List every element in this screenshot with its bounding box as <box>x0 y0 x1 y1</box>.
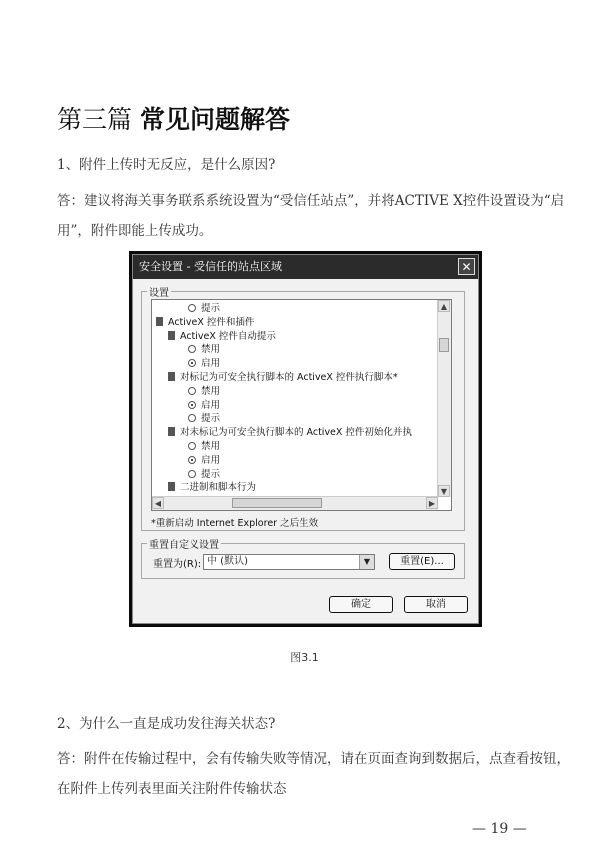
settings-listbox[interactable] <box>151 299 452 511</box>
settings-list-item-label: 启用 <box>201 358 221 370</box>
settings-list-item[interactable] <box>168 371 398 384</box>
scroll-thumb[interactable] <box>439 338 449 352</box>
settings-list-item-label: 禁用 <box>201 441 221 452</box>
hscroll-thumb[interactable] <box>232 498 322 508</box>
settings-list-item[interactable] <box>188 357 220 370</box>
settings-list-item-label: 对标记为可安全执行脚本的 ActiveX 控件执行脚本* <box>180 372 398 383</box>
settings-list-item[interactable] <box>188 385 220 398</box>
section-title <box>57 100 290 136</box>
scroll-up-icon[interactable]: ▲ <box>438 300 450 312</box>
settings-list-item-label: 启用 <box>201 454 221 466</box>
settings-group-label: 设置 <box>147 284 171 299</box>
answer-2 <box>57 746 570 802</box>
settings-list-item-label: 禁用 <box>201 385 221 397</box>
dialog-title: 安全设置 - 受信任的站点区域 <box>139 260 282 273</box>
scroll-left-icon[interactable]: ◀ <box>152 497 164 509</box>
settings-list-item-label: 提示 <box>201 303 221 314</box>
answer-2-line-1: 答：附件在传输过程中，会有传输失败等情况，请在页面查询到数据后，点查看按钮， <box>57 751 570 767</box>
settings-category-icon <box>168 482 175 491</box>
settings-category-icon <box>156 317 163 326</box>
restart-note: *重新启动 Internet Explorer 之后生效 <box>151 518 319 529</box>
settings-category-icon <box>168 372 175 381</box>
figure-caption: 图3.1 <box>290 651 319 664</box>
section-title-prefix: 第三篇 <box>57 105 133 134</box>
answer-1-line-1: 答：建议将海关事务联系系统设置为“受信任站点”，并将ACTIVE X控件设置设为“启 <box>57 193 565 209</box>
question-2: 2、为什么一直是成功发往海关状态? <box>57 716 276 732</box>
close-icon[interactable]: ✕ <box>458 258 475 275</box>
answer-1 <box>57 188 565 244</box>
radio-unchecked-icon[interactable] <box>188 442 196 450</box>
radio-checked-icon[interactable] <box>188 359 196 367</box>
page-number: — 19 — <box>472 821 527 837</box>
settings-list-item[interactable] <box>188 468 220 481</box>
settings-list-item[interactable] <box>188 454 220 467</box>
settings-list-item-label: 提示 <box>201 468 221 480</box>
scroll-down-icon[interactable]: ▼ <box>438 485 450 497</box>
reset-level-value: 中 (默认) <box>207 556 248 567</box>
settings-list-item[interactable] <box>188 412 220 425</box>
settings-list-item[interactable] <box>188 399 220 412</box>
settings-list-item-label: 提示 <box>201 413 221 425</box>
settings-list-item[interactable] <box>188 302 220 315</box>
settings-list-item[interactable] <box>188 343 220 356</box>
radio-checked-icon[interactable] <box>188 456 196 464</box>
section-title-main: 常见问题解答 <box>139 105 290 134</box>
settings-list-item-label: ActiveX 控件自动提示 <box>180 330 276 342</box>
chevron-down-icon[interactable]: ▼ <box>359 555 374 569</box>
settings-list-item[interactable] <box>168 426 412 439</box>
settings-category-icon <box>168 427 175 436</box>
settings-list-item[interactable] <box>168 481 256 494</box>
question-1: 1、附件上传时无反应，是什么原因? <box>57 157 276 173</box>
reset-group-label: 重置自定义设置 <box>147 536 221 551</box>
settings-list-item-label: ActiveX 控件和插件 <box>168 316 255 328</box>
settings-list-item-label: 对未标记为可安全执行脚本的 ActiveX 控件初始化并执 <box>180 427 412 439</box>
horizontal-scrollbar[interactable] <box>152 496 438 510</box>
security-settings-dialog <box>129 251 482 627</box>
settings-list-item-label: 启用 <box>201 399 221 411</box>
settings-list-item-label: 禁用 <box>201 344 221 356</box>
radio-unchecked-icon[interactable] <box>188 387 196 395</box>
settings-category-icon <box>168 331 175 340</box>
answer-2-line-2: 在附件上传列表里面关注附件传输状态 <box>57 781 287 797</box>
radio-unchecked-icon[interactable] <box>188 304 196 312</box>
radio-unchecked-icon[interactable] <box>188 345 196 353</box>
radio-checked-icon[interactable] <box>188 401 196 409</box>
radio-unchecked-icon[interactable] <box>188 470 196 478</box>
reset-level-select[interactable] <box>203 554 375 570</box>
settings-list-item[interactable] <box>168 330 276 343</box>
ok-button[interactable]: 确定 <box>329 596 393 613</box>
radio-unchecked-icon[interactable] <box>188 414 196 422</box>
cancel-button[interactable]: 取消 <box>404 596 468 613</box>
answer-1-line-2: 用”，附件即能上传成功。 <box>57 223 213 239</box>
vertical-scrollbar[interactable] <box>437 300 451 497</box>
dialog-titlebar <box>133 255 478 279</box>
reset-button[interactable]: 重置(E)... <box>389 553 455 570</box>
settings-list-item-label: 二进制和脚本行为 <box>180 482 257 494</box>
dialog-body <box>132 254 479 624</box>
scroll-right-icon[interactable]: ▶ <box>426 497 438 509</box>
reset-to-label: 重置为(R): <box>153 559 202 570</box>
settings-list-item[interactable] <box>188 440 220 453</box>
settings-list-item[interactable] <box>156 316 254 329</box>
